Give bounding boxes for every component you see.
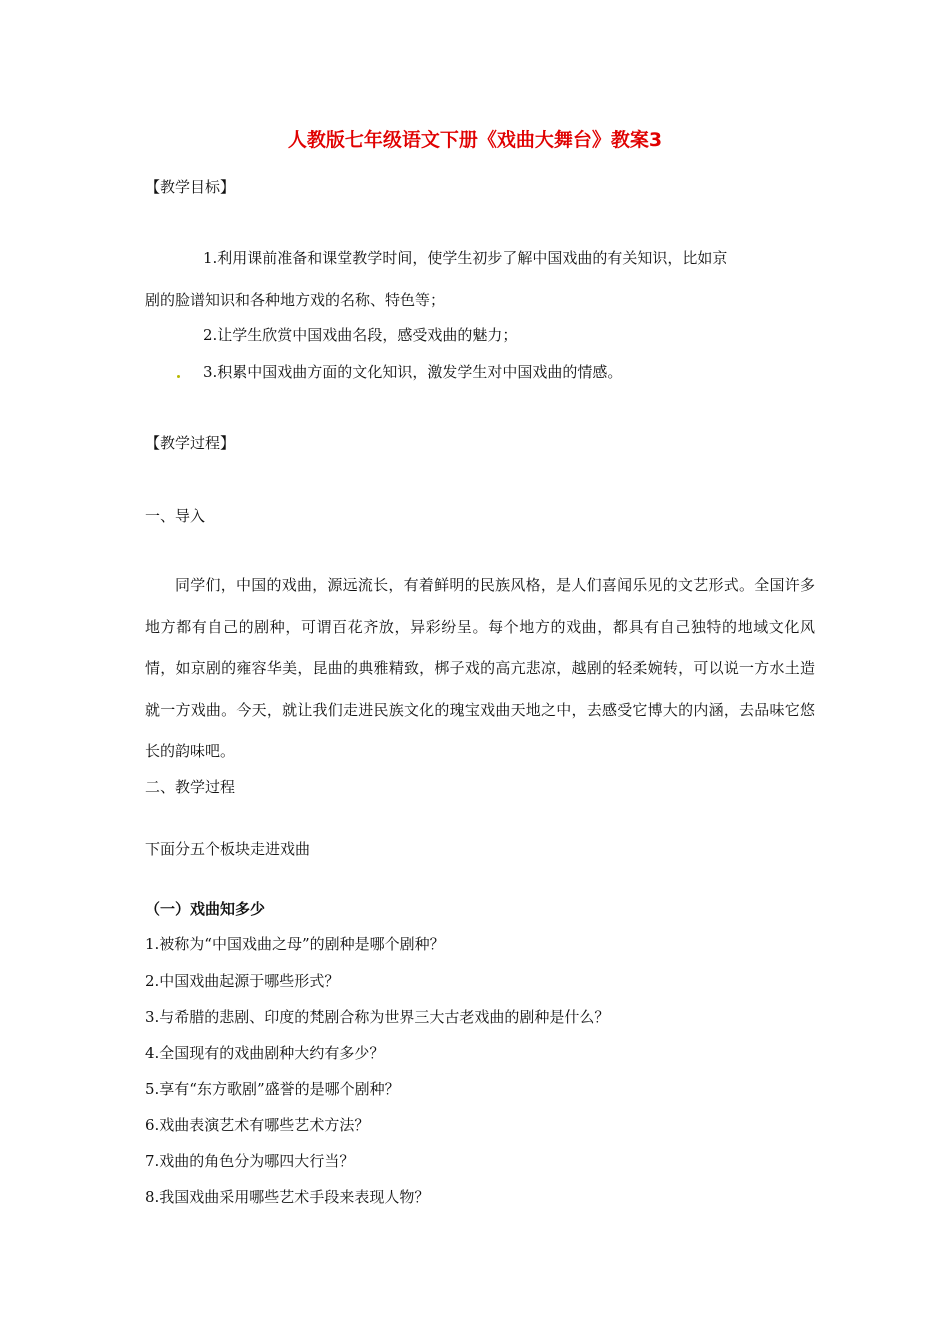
block-title: （一）戏曲知多少 bbox=[145, 900, 266, 918]
question-item: 1.被称为“中国戏曲之母”的剧种是哪个剧种？ bbox=[145, 935, 445, 953]
question-item: 8.我国戏曲采用哪些艺术手段来表现人物？ bbox=[145, 1188, 430, 1206]
question-item: 7.戏曲的角色分为哪四大行当？ bbox=[145, 1152, 355, 1170]
document-title: 人教版七年级语文下册《戏曲大舞台》教案3 bbox=[287, 129, 663, 151]
scan-speck bbox=[177, 375, 180, 378]
objective-item-1-continuation: 剧的脸谱知识和各种地方戏的名称、特色等； bbox=[145, 291, 446, 309]
question-item: 2.中国戏曲起源于哪些形式？ bbox=[145, 972, 340, 990]
question-item: 6.戏曲表演艺术有哪些艺术方法？ bbox=[145, 1116, 370, 1134]
section-heading-process: 二、教学过程 bbox=[145, 778, 236, 796]
overview-text: 下面分五个板块走进戏曲 bbox=[145, 840, 311, 858]
section-heading-intro: 一、导入 bbox=[145, 507, 206, 525]
objective-item-1: 1.利用课前准备和课堂教学时间，使学生初步了解中国戏曲的有关知识，比如京 bbox=[203, 249, 728, 267]
objective-item-3: 3.积累中国戏曲方面的文化知识，激发学生对中国戏曲的情感。 bbox=[203, 363, 623, 381]
objectives-heading: 【教学目标】 bbox=[145, 178, 236, 196]
question-item: 3.与希腊的悲剧、印度的梵剧合称为世界三大古老戏曲的剧种是什么？ bbox=[145, 1008, 610, 1026]
intro-paragraph: 同学们，中国的戏曲，源远流长，有着鲜明的民族风格，是人们喜闻乐见的文艺形式。全国许多地方都有自己的剧种，可谓百花齐放，异彩纷呈。每个地方的戏曲，都具有自己独特的地域文化风情，如京剧的雍容华美，昆曲的典雅精致，梆子戏的高亢悲凉，越剧的轻柔婉转，可以说一方水土造就一方戏曲。今天，就让我们走进民族文化的瑰宝戏曲天地之中，去感受它博大的内涵，去品味它悠长的韵味吧。 bbox=[145, 576, 815, 760]
objective-item-2: 2.让学生欣赏中国戏曲名段，感受戏曲的魅力； bbox=[203, 326, 518, 344]
question-item: 4.全国现有的戏曲剧种大约有多少？ bbox=[145, 1044, 385, 1062]
process-heading: 【教学过程】 bbox=[145, 434, 236, 452]
question-item: 5.享有“东方歌剧”盛誉的是哪个剧种？ bbox=[145, 1080, 400, 1098]
